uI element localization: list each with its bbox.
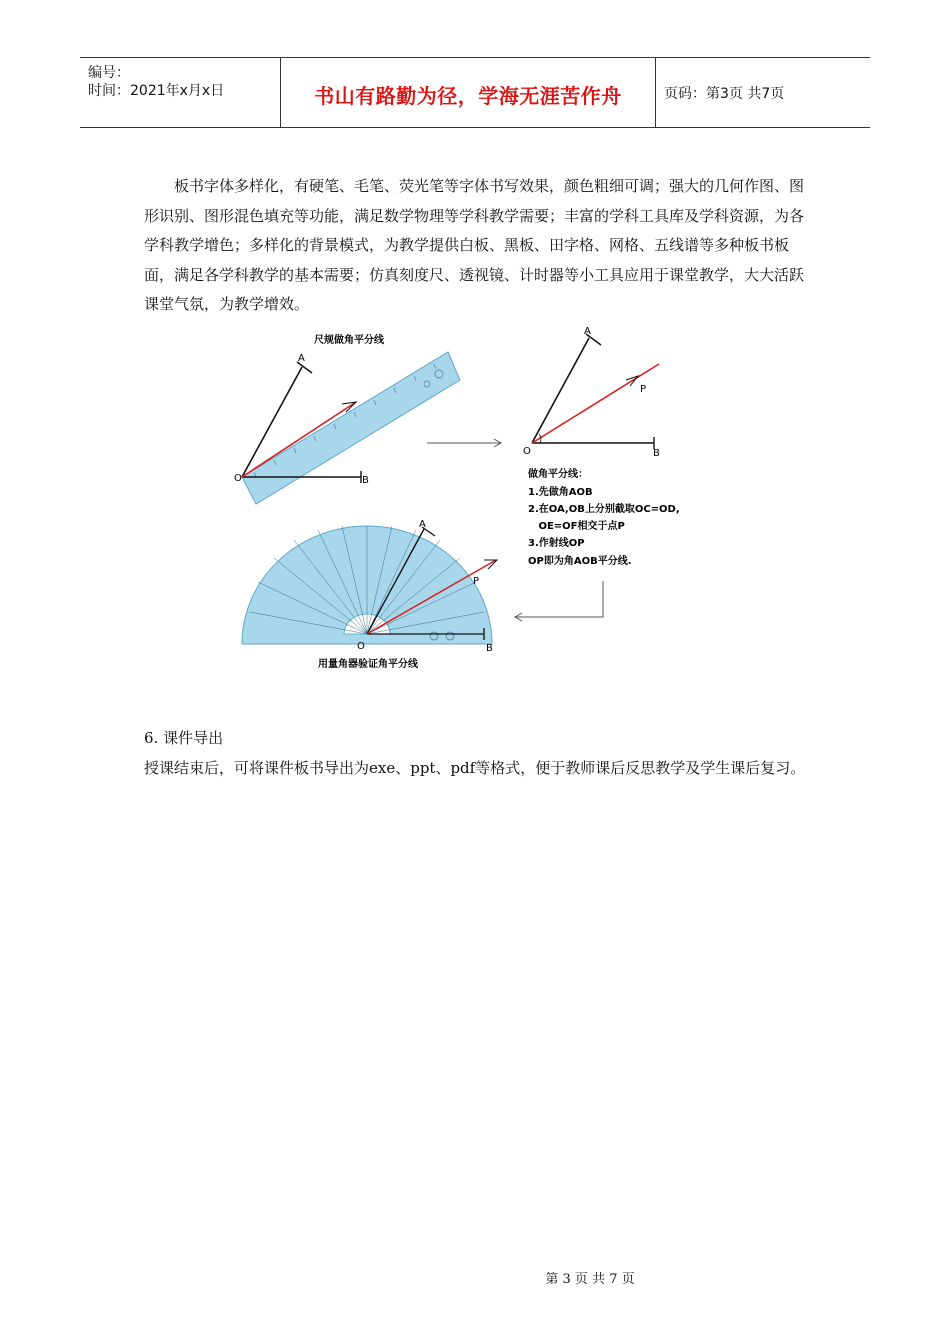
step-line: OP即为角AOB平分线. — [528, 556, 632, 567]
header-left-cell — [80, 58, 280, 127]
paragraph-text: 板书字体多样化，有硬笔、毛笔、荧光笔等字体书写效果，颜色粗细可调；强大的几何作图、图形识别、图形混色填充等功能，满足数学物理等学科教学需要；丰富的学科工具库及学科资源，为各学科教学增色；多样化的背景模式，为教学提供白板、黑板、田字格、网格、五线谱等多种板书板面，满足各学科教学的基本需要；仿真刻度尺、透视镜、计时器等小工具应用于课堂教学，大大活跃课堂气氛，为教学增效。 — [144, 177, 805, 313]
ruler-point-b: B — [362, 475, 369, 486]
section-title: 6. 课件导出 — [144, 729, 224, 747]
result-point-o: O — [523, 446, 531, 457]
protractor-point-o: O — [357, 641, 365, 652]
protractor-point-a: A — [419, 519, 426, 530]
step-line: 3.作射线OP — [528, 538, 585, 549]
document-number-label: 编号： — [88, 65, 130, 81]
angle-bisector-figure — [234, 322, 714, 674]
protractor-point-p: P — [473, 576, 480, 587]
result-point-p: P — [640, 384, 647, 395]
step-line: 2.在OA,OB上分别截取OC=OD, — [528, 504, 680, 515]
protractor-figure-title: 用量角器验证角平分线 — [318, 659, 418, 670]
protractor-tool — [242, 526, 492, 644]
protractor-point-b: B — [486, 643, 493, 654]
section-paragraph: 授课结束后，可将课件板书导出为exe、ppt、pdf等格式，便于教师课后反思教学及学生课后复习。 — [144, 758, 806, 777]
step-line: 1.先做角AOB — [528, 487, 593, 498]
page-footer: 第 3 页 共 7 页 — [545, 1272, 635, 1287]
step-line: OE=OF相交于点P — [528, 521, 625, 532]
ruler-figure-title: 尺规做角平分线 — [314, 335, 384, 346]
page-header — [80, 57, 870, 128]
step-line: 做角平分线： — [528, 469, 588, 480]
ruler-point-o: O — [234, 473, 242, 484]
header-motto: 书山有路勤为径，学海无涯苦作舟 — [314, 84, 622, 108]
header-right-cell — [655, 58, 870, 127]
section-6 — [144, 724, 816, 783]
body-paragraph-1 — [144, 172, 816, 320]
result-point-b: B — [653, 448, 660, 459]
ruler-tool — [242, 352, 460, 504]
result-point-a: A — [584, 326, 591, 337]
ruler-point-a: A — [298, 353, 305, 364]
document-time-label: 时间：2021年x月x日 — [88, 83, 225, 99]
figure-svg — [234, 322, 714, 674]
header-page-label: 页码：第3页 共7页 — [664, 86, 785, 102]
header-center-cell — [280, 58, 656, 127]
bisector-steps — [528, 467, 680, 567]
